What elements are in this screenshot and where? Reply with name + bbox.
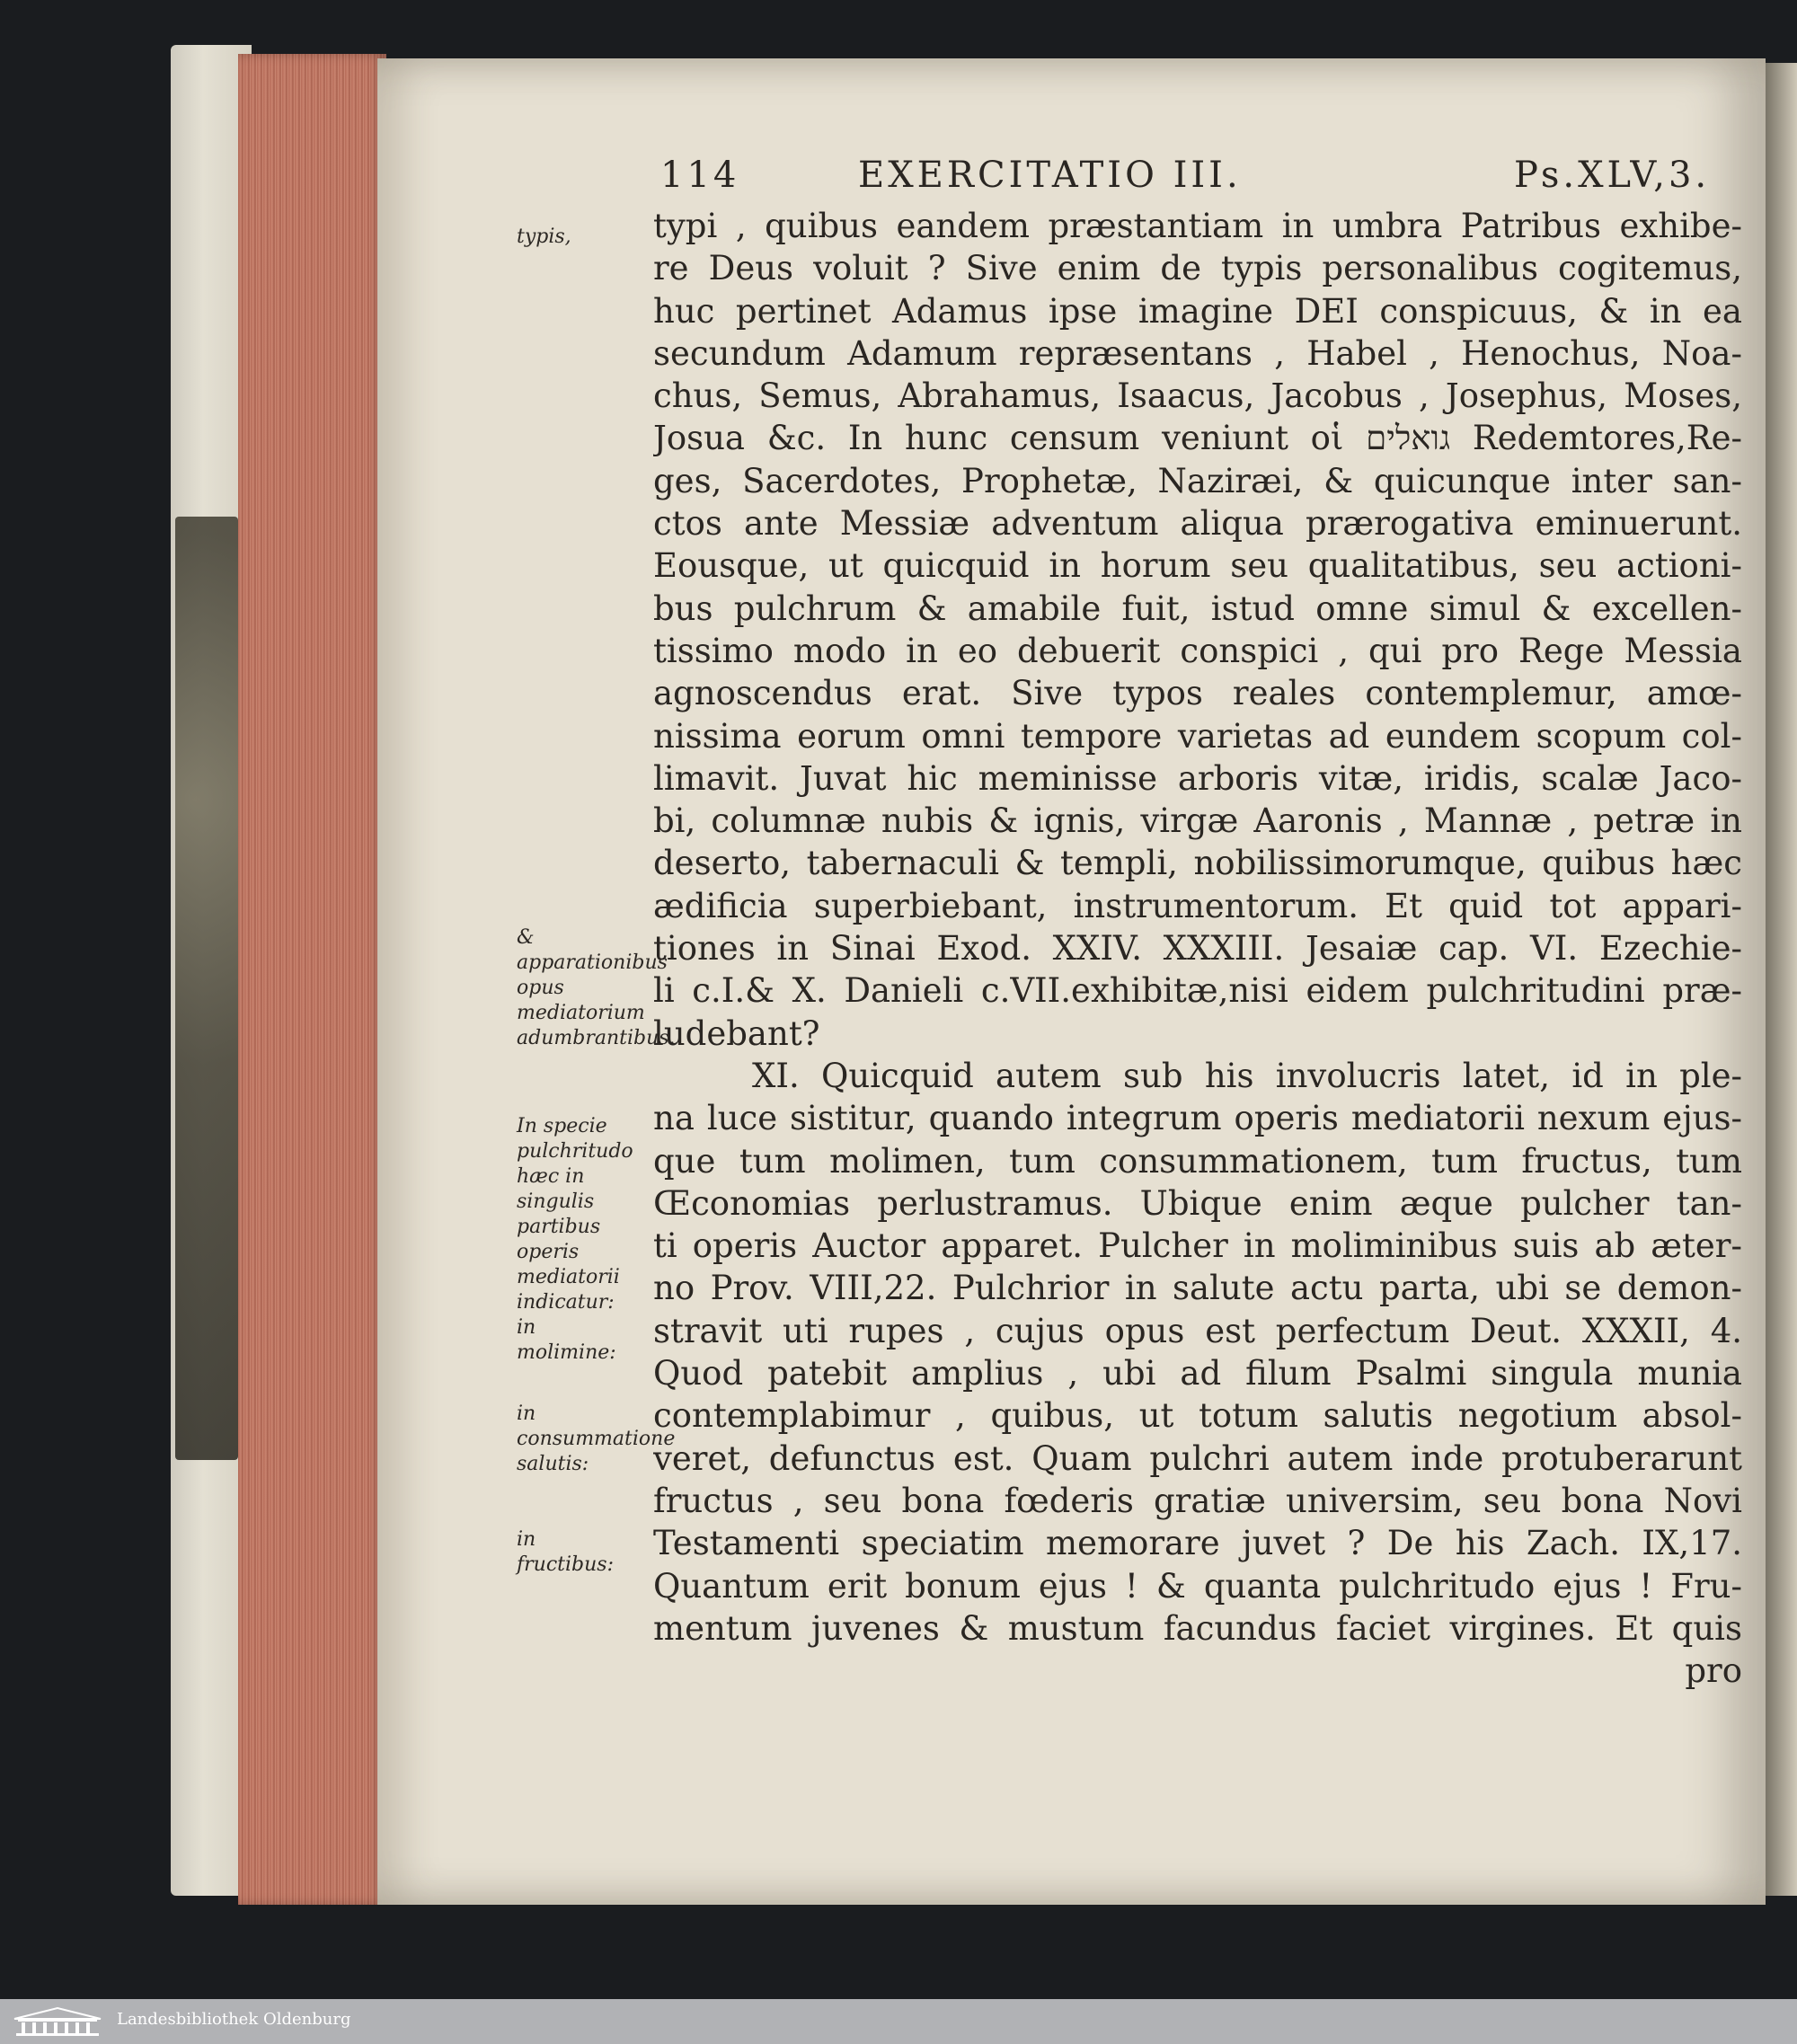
text-line: limavit. Juvat hic meminisse arboris vitæ, iridis, scalæ Jaco- xyxy=(653,758,1742,798)
running-title: EXERCITATIO III. xyxy=(858,155,1242,196)
text-line: no Prov. VIII,22. Pulchrior in salute actu parta, ubi se demon- xyxy=(653,1269,1742,1308)
catchword: pro xyxy=(1685,1651,1742,1691)
library-name: Landesbibliothek Oldenburg xyxy=(117,2010,351,2029)
text-line: fructus , seu bona fœderis gratiæ universim, seu bona Novi xyxy=(653,1481,1742,1520)
psalm-reference: Ps.XLV,3. xyxy=(1514,155,1711,196)
text-line: re Deus voluit ? Sive enim de typis personalibus cogitemus, xyxy=(653,249,1742,288)
text-line: tissimo modo in eo debuerit conspici , qui pro Rege Messia xyxy=(653,631,1742,670)
text-line: ti operis Auctor apparet. Pulcher in moliminibus suis ab æter- xyxy=(653,1226,1742,1266)
text-line: Josua &c. In hunc censum veniunt οἱ גואלים Redemtores,Re- xyxy=(653,419,1742,458)
text-line: Eousque, ut quicquid in horum seu qualitatibus, seu actioni- xyxy=(653,546,1742,586)
text-line: ludebant? xyxy=(653,1013,820,1053)
library-logo-icon xyxy=(13,2006,102,2037)
margin-note: in fructibus: xyxy=(517,1528,614,1576)
text-line: secundum Adamum repræsentans , Habel , Henochus, Noa- xyxy=(653,333,1742,373)
running-header xyxy=(660,155,1766,199)
text-line: ctos ante Messiæ adventum aliqua prærogativa eminuerunt. xyxy=(653,504,1742,544)
text-line: li c.I.& X. Danieli c.VII.exhibitæ,nisi eidem pulchritudini præ- xyxy=(653,971,1742,1011)
body-text xyxy=(653,205,1742,1692)
page-number: 114 xyxy=(660,155,740,196)
text-line: mentum juvenes & mustum facundus faciet virgines. Et quis xyxy=(653,1608,1742,1648)
text-line: na luce sistitur, quando integrum operis mediatorii nexum ejus- xyxy=(653,1099,1742,1138)
cover-stain xyxy=(175,517,238,1460)
text-line: tiones in Sinai Exod. XXIV. XXXIII. Jesaiæ cap. VI. Ezechie- xyxy=(653,929,1742,969)
facing-page-edge xyxy=(1766,63,1797,1896)
text-line: agnoscendus erat. Sive typos reales contemplemur, amœ- xyxy=(653,674,1742,713)
footer-bar xyxy=(0,1999,1797,2044)
text-line: Testamenti speciatim memorare juvet ? De his Zach. IX,17. xyxy=(653,1524,1742,1563)
text-line: que tum molimen, tum consummationem, tum fructus, tum xyxy=(653,1141,1742,1181)
text-line: Quod patebit amplius , ubi ad filum Psalmi singula munia xyxy=(653,1354,1742,1394)
text-line: XI. Quicquid autem sub his involucris latet, id in ple- xyxy=(752,1056,1742,1095)
text-line: bus pulchrum & amabile fuit, istud omne simul & excellen- xyxy=(653,588,1742,628)
text-line: deserto, tabernaculi & templi, nobilissimorumque, quibus hæc xyxy=(653,844,1742,883)
text-line: bi, columnæ nubis & ignis, virgæ Aaronis , Mannæ , petræ in xyxy=(653,801,1742,841)
text-line: ædificia superbiebant, instrumentorum. Et quid tot appari- xyxy=(653,886,1742,925)
text-line: ges, Sacerdotes, Prophetæ, Naziræi, & quicunque inter san- xyxy=(653,461,1742,500)
margin-note: In specie pulchritudo hæc in singulis partibus operis mediatorii indicatur: in molimine: xyxy=(517,1115,633,1364)
text-line: nissima eorum omni tempore varietas ad eundem scopum col- xyxy=(653,716,1742,756)
margin-note: & apparationibus opus mediatorium adumbrantibus. xyxy=(517,926,676,1049)
text-line: chus, Semus, Abrahamus, Isaacus, Jacobus , Josephus, Moses, xyxy=(653,376,1742,416)
text-line: huc pertinet Adamus ipse imagine DEI conspicuus, & in ea xyxy=(653,291,1742,331)
text-line: Quantum erit bonum ejus ! & quanta pulchritudo ejus ! Fru- xyxy=(653,1566,1742,1606)
margin-note: in consummatione salutis: xyxy=(517,1402,676,1475)
text-line: stravit uti rupes , cujus opus est perfectum Deut. XXXII, 4. xyxy=(653,1311,1742,1350)
page-block-edges xyxy=(238,54,386,1905)
text-line: contemplabimur , quibus, ut totum salutis negotium absol- xyxy=(653,1396,1742,1436)
text-line: typi , quibus eandem præstantiam in umbra Patribus exhibe- xyxy=(653,207,1742,245)
margin-note: typis, xyxy=(517,226,571,248)
text-line: veret, defunctus est. Quam pulchri autem inde protuberarunt xyxy=(653,1438,1742,1478)
text-line: Œconomias perlustramus. Ubique enim æque pulcher tan- xyxy=(653,1183,1742,1223)
